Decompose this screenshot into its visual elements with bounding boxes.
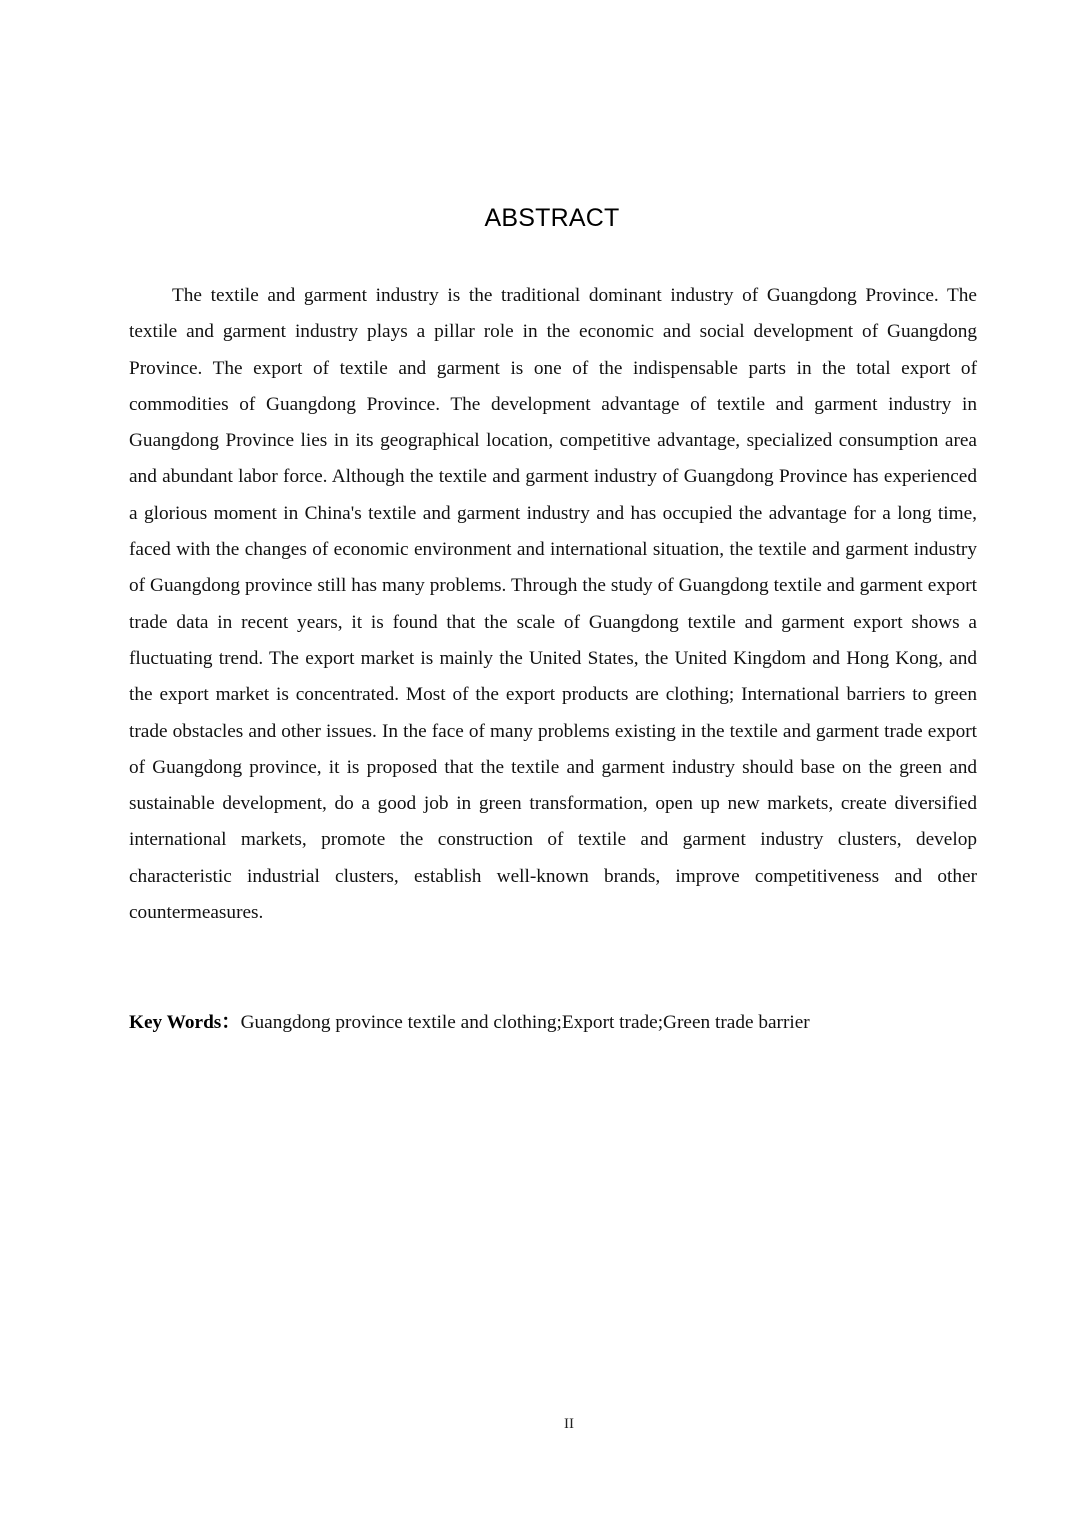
keywords-line bbox=[129, 1005, 1029, 1041]
keywords-text: Guangdong province textile and clothing;Export trade;Green trade barrier bbox=[240, 1012, 810, 1033]
page-number: II bbox=[564, 1416, 574, 1432]
abstract-body: The textile and garment industry is the traditional dominant industry of Guangdong Province. The textile and garment industry plays a pillar role in the economic and social development of Guangdong Province. The export of textile and garment is one of the indispensable parts in the total export of commodities of Guangdong Province. The development advantage of textile and garment industry in Guangdong Province lies in its geographical location, competitive advantage, specialized consumption area and abundant labor force. Although the textile and garment industry of Guangdong Province has experienced a glorious moment in China's textile and garment industry and has occupied the advantage for a long time, faced with the changes of economic environment and international situation, the textile and garment industry of Guangdong province still has many problems. Through the study of Guangdong textile and garment export trade data in recent years, it is found that the scale of Guangdong textile and garment export shows a fluctuating trend. The export market is mainly the United States, the United Kingdom and Hong Kong, and the export market is concentrated. Most of the export products are clothing; International barriers to green trade obstacles and other issues. In the face of many problems existing in the textile and garment trade export of Guangdong province, it is proposed that the textile and garment industry should base on the green and sustainable development, do a good job in green transformation, open up new markets, create diversified international markets, promote the construction of textile and garment industry clusters, develop characteristic industrial clusters, establish well-known brands, improve competitiveness and other countermeasures. bbox=[129, 285, 977, 924]
abstract-title: ABSTRACT bbox=[484, 204, 620, 232]
keywords-label: Key Words： bbox=[129, 1012, 241, 1033]
